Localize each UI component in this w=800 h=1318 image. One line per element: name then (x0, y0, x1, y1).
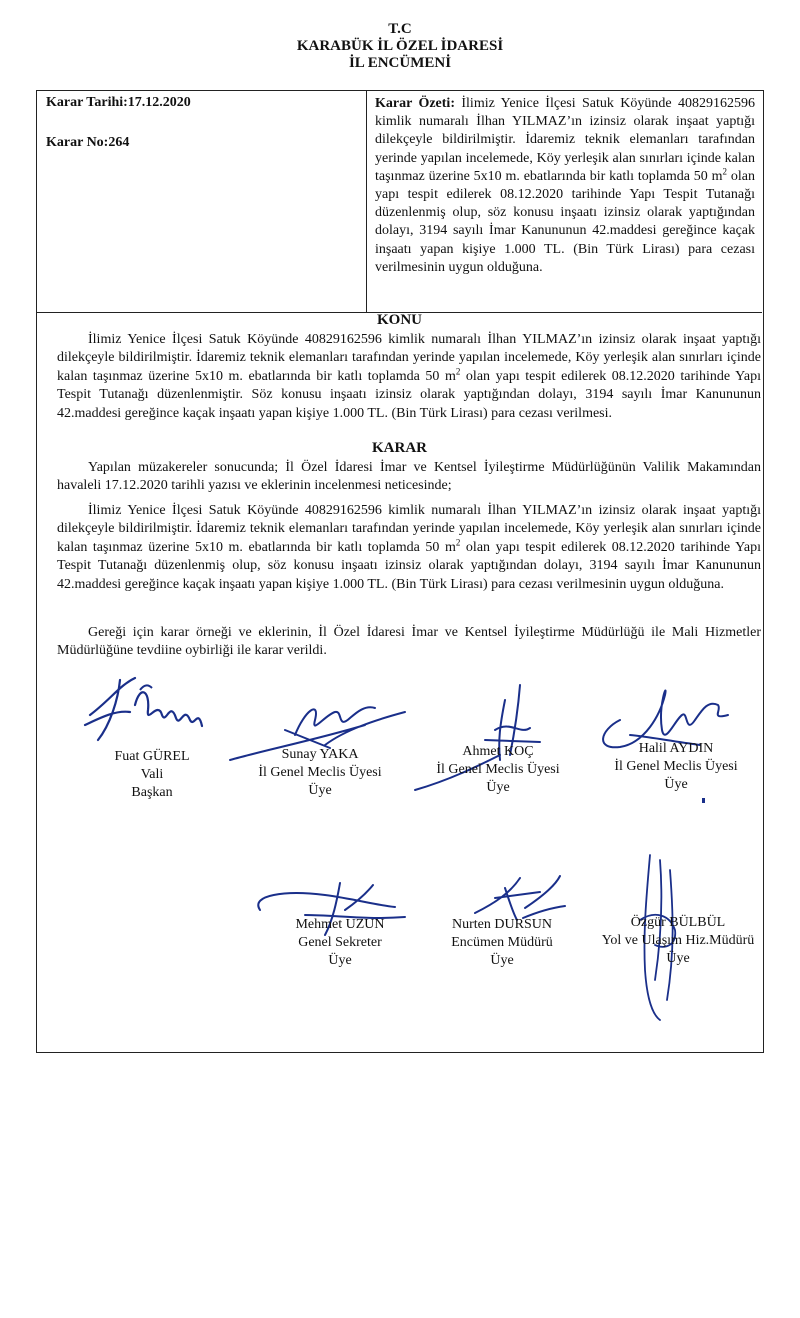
karar-paragraph-2 (57, 502, 761, 594)
ozet-text-2: olan yapı tespit edilerek 08.12.2020 tarihinde Yapı Tespit Tutanağı düzenlenmiş olup, söz konusu inşaatı izinsiz olarak yaptığından dolayı, 3194 sayılı İmar Kanununun 42.maddesi gereğince kaçak inşaatı yapan kişiye 1.000 TL. (Bin Türk Lirası) para cezası verilmesinin uygun olduğuna. (375, 168, 755, 275)
signatory-role: Üye (666, 951, 690, 966)
signatory-ahmet-koc (398, 743, 598, 797)
ozet-text-1: İlimiz Yenice İlçesi Satuk Köyünde 40829162596 kimlik numaralı İlhan YILMAZ’ın izinsiz olarak inşaat yaptığı dilekçeyle bildirilmiştir. İdaremiz teknik elemanları tarafından yerinde yapılan incelemede, Köy yerleşik alan sınırları içinde kalan taşınmaz üzerine 5x10 m. ebatlarında bir katlı toplamda 50 m (375, 96, 755, 184)
konu-title: KONU (377, 312, 422, 328)
konu-sup: 2 (455, 366, 461, 377)
header-tc: T.C (388, 21, 412, 37)
signatory-title: Genel Sekreter (298, 935, 382, 950)
signatory-title: İl Genel Meclis Üyesi (436, 762, 560, 777)
karar-p3-text: Gereği için karar örneği ve eklerinin, İl Özel İdaresi İmar ve Kentsel İyileştirme Müdürlüğü ile Mali Hizmetler Müdürlüğüne tevdiine oybirliği ile karar verildi. (57, 625, 761, 659)
ozet-sup: 2 (722, 166, 728, 177)
signatory-name: Halil AYDIN (638, 741, 714, 756)
signatory-role: Üye (486, 780, 510, 795)
signatory-role: Üye (308, 783, 332, 798)
signatory-title: İl Genel Meclis Üyesi (258, 765, 382, 780)
konu-text-2: olan yapı tespit edilerek 08.12.2020 tarihinde Yapı Tespit Tutanağı düzenlenmiştir. Söz konusu inşaatı izinsiz olarak yaptığından dolayı, 3194 sayılı İmar Kanununun 42.maddesi gereğince kaçak inşaatı yapan kişiye 1.000 TL. (Bin Türk Lirası) para cezası verilmesi. (57, 368, 761, 421)
karar-ozeti (375, 95, 755, 277)
signatory-title: Vali (140, 767, 164, 782)
signatory-sunay-yaka (220, 746, 420, 800)
box-divider (366, 91, 367, 313)
signatory-name: Mehmet UZUN (295, 917, 385, 932)
ink-mark (702, 798, 705, 803)
karar-p1-text: Yapılan müzakereler sonucunda; İl Özel İdaresi İmar ve Kentsel İyileştirme Müdürlüğünün Valilik Makamından havaleli 17.12.2020 tarihli yazısı ve eklerinin incelenmesi neticesinde; (57, 460, 761, 494)
signatory-role: Üye (490, 953, 514, 968)
signatory-title: İl Genel Meclis Üyesi (614, 759, 738, 774)
signature-fuat-gurel (80, 670, 220, 750)
signatory-name: Nurten DURSUN (452, 917, 552, 932)
signatory-role: Başkan (131, 785, 173, 800)
signatory-role: Üye (664, 777, 688, 792)
karar-tarihi: Karar Tarihi:17.12.2020 (46, 95, 191, 110)
signatory-name: Özgür BÜLBÜL (630, 915, 726, 930)
signatory-nurten-dursun (402, 916, 602, 970)
signatory-name: Sunay YAKA (281, 747, 359, 762)
signatory-halil-aydin (576, 740, 776, 794)
summary-box (37, 91, 762, 313)
header-institution: KARABÜK İL ÖZEL İDARESİ (296, 38, 504, 54)
karar-no: Karar No:264 (46, 135, 130, 150)
ozet-label: Karar Özeti: (375, 96, 455, 111)
konu-text (57, 331, 761, 423)
signatory-title: Yol ve Ulaşım Hiz.Müdürü (601, 933, 755, 948)
signatory-ozgur-bulbul (578, 914, 778, 968)
karar-p2-text-1: İlimiz Yenice İlçesi Satuk Köyünde 40829162596 kimlik numaralı İlhan YILMAZ’ın izinsiz olarak inşaat yaptığı dilekçeyle bildirilmiştir. İdaremiz teknik elemanları tarafından yerinde yapılan incelemede, Köy yerleşik alan sınırları içinde kalan taşınmaz üzerine 5x10 m. ebatlarında bir katlı toplamda 50 m (57, 503, 761, 555)
karar-p2-sup: 2 (455, 537, 461, 548)
signatory-name: Ahmet KOÇ (462, 744, 534, 759)
signatory-name: Fuat GÜREL (114, 749, 190, 764)
header-council: İL ENCÜMENİ (348, 55, 452, 71)
karar-paragraph-1 (57, 459, 761, 496)
signatory-role: Üye (328, 953, 352, 968)
konu-text-1: İlimiz Yenice İlçesi Satuk Köyünde 40829162596 kimlik numaralı İlhan YILMAZ’ın izinsiz olarak inşaat yaptığı dilekçeyle bildirilmiştir. İdaremiz teknik elemanları tarafından yerinde yapılan incelemede, Köy yerleşik alan sınırları içinde kalan taşınmaz üzerine 5x10 m. ebatlarında bir katlı toplamda 50 m (57, 332, 761, 384)
karar-title: KARAR (372, 440, 427, 456)
signatory-title: Encümen Müdürü (451, 935, 553, 950)
karar-paragraph-3 (57, 624, 761, 661)
karar-p2-text-2: olan yapı tespit edilerek 08.12.2020 tarihinde Yapı Tespit Tutanağı düzenlenmiş olup, söz konusu inşaatı izinsiz olarak yaptığından dolayı, 3194 sayılı İmar Kanununun 42.maddesi gereğince kaçak inşaatı yapan kişiye 1.000 TL. (Bin Türk Lirası) para cezası verilmesinin uygun olduğuna. (57, 539, 761, 592)
